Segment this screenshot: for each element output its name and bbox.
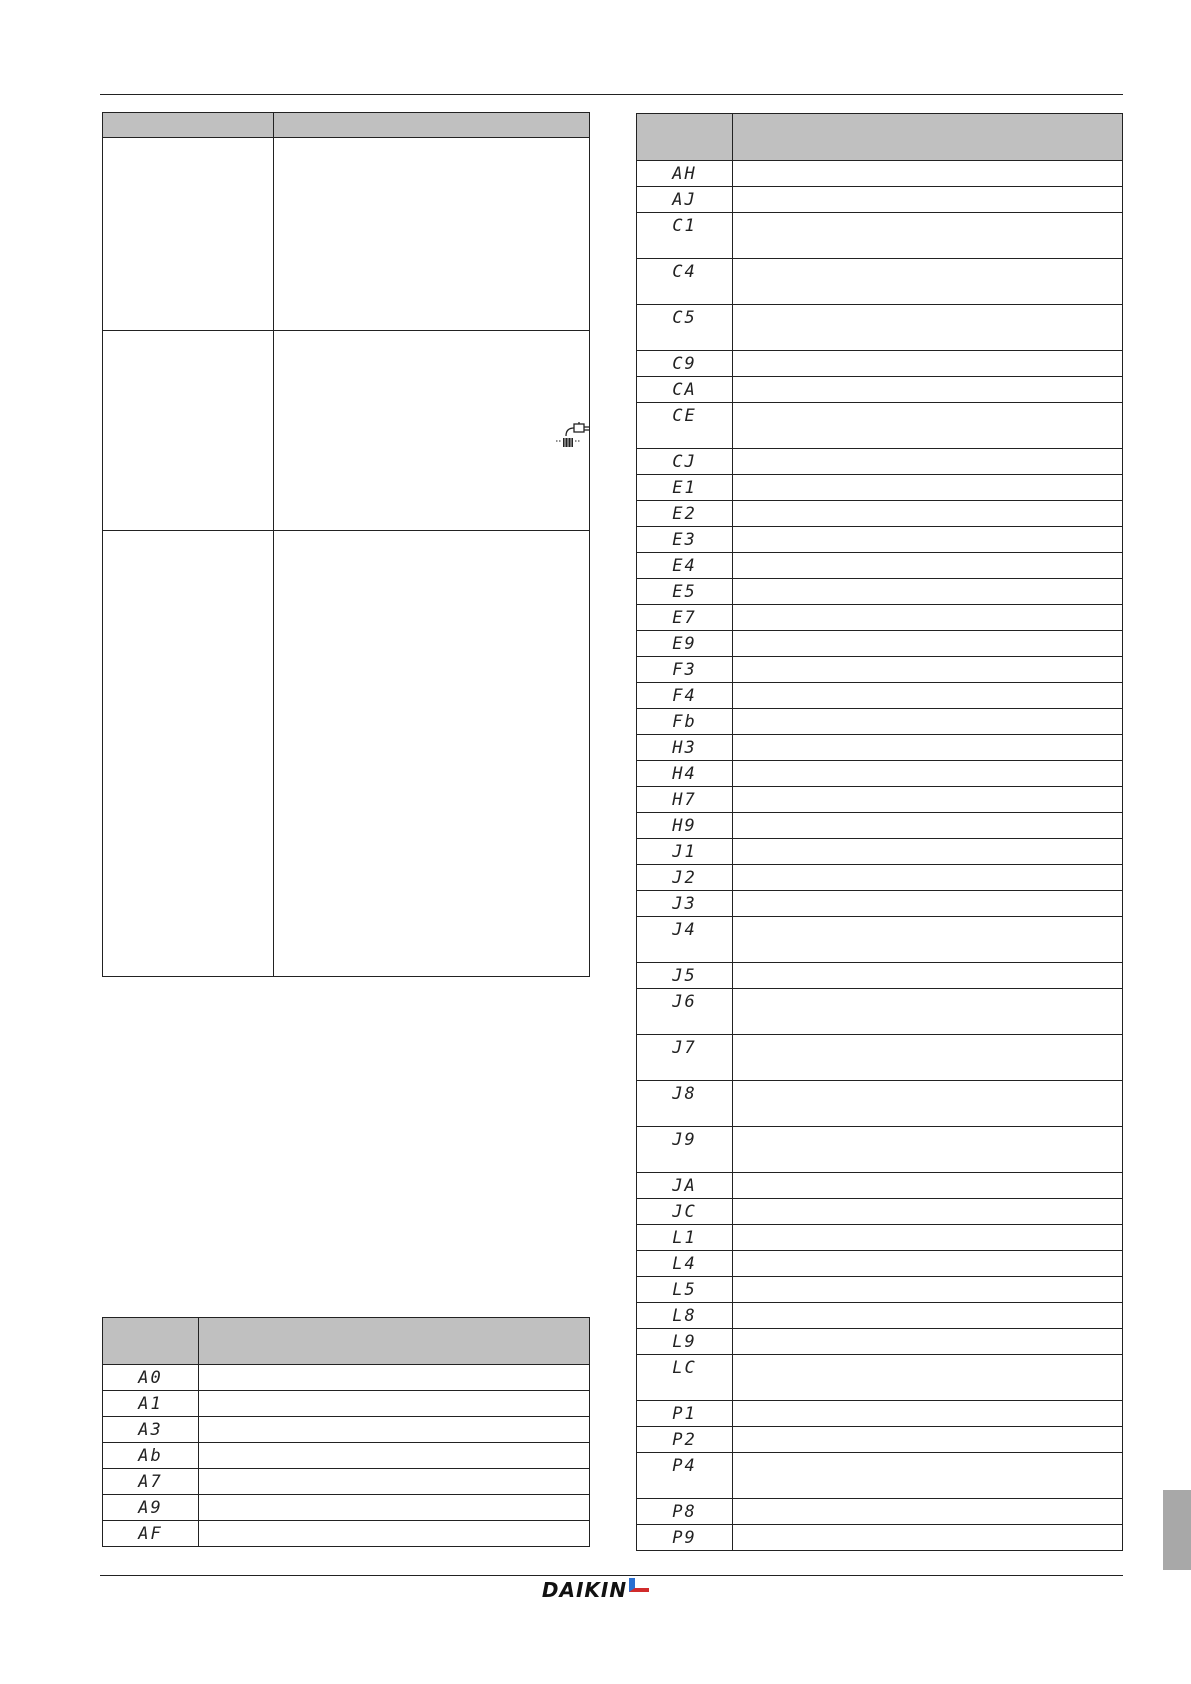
table-row (637, 187, 1123, 213)
table-cell (103, 138, 274, 331)
table-row (637, 1453, 1123, 1499)
table-row (637, 963, 1123, 989)
error-code-table-right (636, 113, 1123, 1551)
table-row (637, 527, 1123, 553)
error-description (199, 1391, 590, 1417)
error-code: C9 (637, 351, 733, 377)
error-description (733, 709, 1123, 735)
table-row (637, 1277, 1123, 1303)
error-code: C1 (637, 213, 733, 259)
table-cell (103, 531, 274, 977)
error-code: P1 (637, 1401, 733, 1427)
error-code: LC (637, 1355, 733, 1401)
table-cell (274, 138, 590, 331)
error-description (733, 1277, 1123, 1303)
error-code: L5 (637, 1277, 733, 1303)
error-code: P9 (637, 1525, 733, 1551)
error-code: P2 (637, 1427, 733, 1453)
error-code: J9 (637, 1127, 733, 1173)
table-row (637, 683, 1123, 709)
error-description (733, 1081, 1123, 1127)
error-description (733, 1199, 1123, 1225)
table-row (637, 305, 1123, 351)
error-code: F4 (637, 683, 733, 709)
error-description (199, 1469, 590, 1495)
table-row (637, 161, 1123, 187)
header-cell (733, 114, 1123, 161)
table-row (103, 1521, 590, 1547)
table-row (637, 787, 1123, 813)
error-description (733, 579, 1123, 605)
table-cell (103, 331, 274, 531)
section-tab-marker (1163, 1490, 1191, 1570)
table-cell (274, 531, 590, 977)
error-description (733, 403, 1123, 449)
table-row (103, 1391, 590, 1417)
table-row (637, 839, 1123, 865)
error-code: J2 (637, 865, 733, 891)
header-cell (199, 1318, 590, 1365)
error-description (733, 213, 1123, 259)
error-description (733, 963, 1123, 989)
error-description (199, 1521, 590, 1547)
error-description (733, 1329, 1123, 1355)
error-description (733, 1427, 1123, 1453)
table-row (637, 1303, 1123, 1329)
table-row (637, 989, 1123, 1035)
table-row (637, 449, 1123, 475)
table-row (637, 709, 1123, 735)
error-description (733, 1225, 1123, 1251)
error-description (733, 657, 1123, 683)
header-rule (100, 94, 1123, 95)
error-code: J8 (637, 1081, 733, 1127)
error-code: JC (637, 1199, 733, 1225)
error-description (199, 1443, 590, 1469)
error-code: E5 (637, 579, 733, 605)
error-code: AF (103, 1521, 199, 1547)
error-description (733, 787, 1123, 813)
table-row (637, 813, 1123, 839)
error-code: CA (637, 377, 733, 403)
error-code: J4 (637, 917, 733, 963)
error-description (733, 1173, 1123, 1199)
error-code: L4 (637, 1251, 733, 1277)
filter-unit-icon (554, 422, 592, 452)
error-code: CJ (637, 449, 733, 475)
table-row (637, 891, 1123, 917)
error-code: A0 (103, 1365, 199, 1391)
header-cell (103, 113, 274, 138)
error-description (733, 631, 1123, 657)
table-row (637, 1035, 1123, 1081)
error-description (733, 1251, 1123, 1277)
table-row (637, 1427, 1123, 1453)
error-code: AH (637, 161, 733, 187)
table-row (637, 351, 1123, 377)
error-code-table-left (102, 1317, 590, 1547)
error-code: L1 (637, 1225, 733, 1251)
table-row (637, 1499, 1123, 1525)
daikin-logo (0, 1578, 1191, 1602)
error-description (733, 683, 1123, 709)
table-row (637, 475, 1123, 501)
error-code: J7 (637, 1035, 733, 1081)
error-description (733, 305, 1123, 351)
table-row (637, 605, 1123, 631)
error-description (733, 1525, 1123, 1551)
error-code: E2 (637, 501, 733, 527)
error-code: A1 (103, 1391, 199, 1417)
error-code: H9 (637, 813, 733, 839)
table-row (637, 1127, 1123, 1173)
error-description (733, 735, 1123, 761)
table-row (637, 761, 1123, 787)
table-row (103, 1495, 590, 1521)
error-code: L9 (637, 1329, 733, 1355)
table-row (637, 501, 1123, 527)
table-row (637, 1251, 1123, 1277)
error-code: E1 (637, 475, 733, 501)
error-code: J6 (637, 989, 733, 1035)
table-row (637, 213, 1123, 259)
error-code: E4 (637, 553, 733, 579)
table-row (637, 377, 1123, 403)
table-row (637, 553, 1123, 579)
error-code: H3 (637, 735, 733, 761)
footer-rule (100, 1575, 1123, 1576)
table-row (637, 631, 1123, 657)
error-code: J3 (637, 891, 733, 917)
error-description (733, 839, 1123, 865)
header-cell (274, 113, 590, 138)
table-row (637, 579, 1123, 605)
table-row (637, 1173, 1123, 1199)
error-code: Fb (637, 709, 733, 735)
error-code: J1 (637, 839, 733, 865)
error-description (733, 917, 1123, 963)
info-table-top-left (102, 112, 590, 977)
error-code: P8 (637, 1499, 733, 1525)
error-description (733, 161, 1123, 187)
table-row (103, 1469, 590, 1495)
error-description (199, 1495, 590, 1521)
error-code: A7 (103, 1469, 199, 1495)
table-row (637, 865, 1123, 891)
table-row (637, 1355, 1123, 1401)
header-cell (637, 114, 733, 161)
error-description (733, 605, 1123, 631)
error-code: A9 (103, 1495, 199, 1521)
error-description (733, 989, 1123, 1035)
error-description (733, 1499, 1123, 1525)
error-description (733, 813, 1123, 839)
error-description (733, 891, 1123, 917)
error-code: H7 (637, 787, 733, 813)
table-row (637, 1329, 1123, 1355)
error-description (733, 761, 1123, 787)
error-description (733, 1127, 1123, 1173)
error-code: Ab (103, 1443, 199, 1469)
error-description (733, 527, 1123, 553)
error-description (733, 449, 1123, 475)
header-cell (103, 1318, 199, 1365)
error-description (733, 1303, 1123, 1329)
error-description (733, 865, 1123, 891)
error-code: A3 (103, 1417, 199, 1443)
table-row (637, 1225, 1123, 1251)
error-description (733, 475, 1123, 501)
error-code: J5 (637, 963, 733, 989)
error-description (733, 351, 1123, 377)
table-row (637, 735, 1123, 761)
error-description (733, 1453, 1123, 1499)
error-code: C5 (637, 305, 733, 351)
table-row (637, 1199, 1123, 1225)
error-description (733, 259, 1123, 305)
error-description (733, 1035, 1123, 1081)
error-code: C4 (637, 259, 733, 305)
error-description (199, 1417, 590, 1443)
error-description (733, 187, 1123, 213)
error-description (733, 1355, 1123, 1401)
error-code: H4 (637, 761, 733, 787)
logo-mark-icon (629, 1578, 649, 1592)
error-code: JA (637, 1173, 733, 1199)
error-description (733, 1401, 1123, 1427)
error-description (733, 553, 1123, 579)
error-description (199, 1365, 590, 1391)
table-row (637, 1525, 1123, 1551)
error-code: P4 (637, 1453, 733, 1499)
logo-text: DAIKIN (541, 1578, 628, 1602)
table-row (637, 1081, 1123, 1127)
table-row (103, 1443, 590, 1469)
table-row (637, 1401, 1123, 1427)
error-code: E7 (637, 605, 733, 631)
table-row (637, 403, 1123, 449)
error-code: CE (637, 403, 733, 449)
error-code: F3 (637, 657, 733, 683)
table-row (637, 917, 1123, 963)
table-row (637, 259, 1123, 305)
table-row (637, 657, 1123, 683)
error-description (733, 501, 1123, 527)
error-code: AJ (637, 187, 733, 213)
error-code: E9 (637, 631, 733, 657)
error-description (733, 377, 1123, 403)
table-cell (274, 331, 590, 531)
error-code: L8 (637, 1303, 733, 1329)
error-code: E3 (637, 527, 733, 553)
table-row (103, 1365, 590, 1391)
table-row (103, 1417, 590, 1443)
